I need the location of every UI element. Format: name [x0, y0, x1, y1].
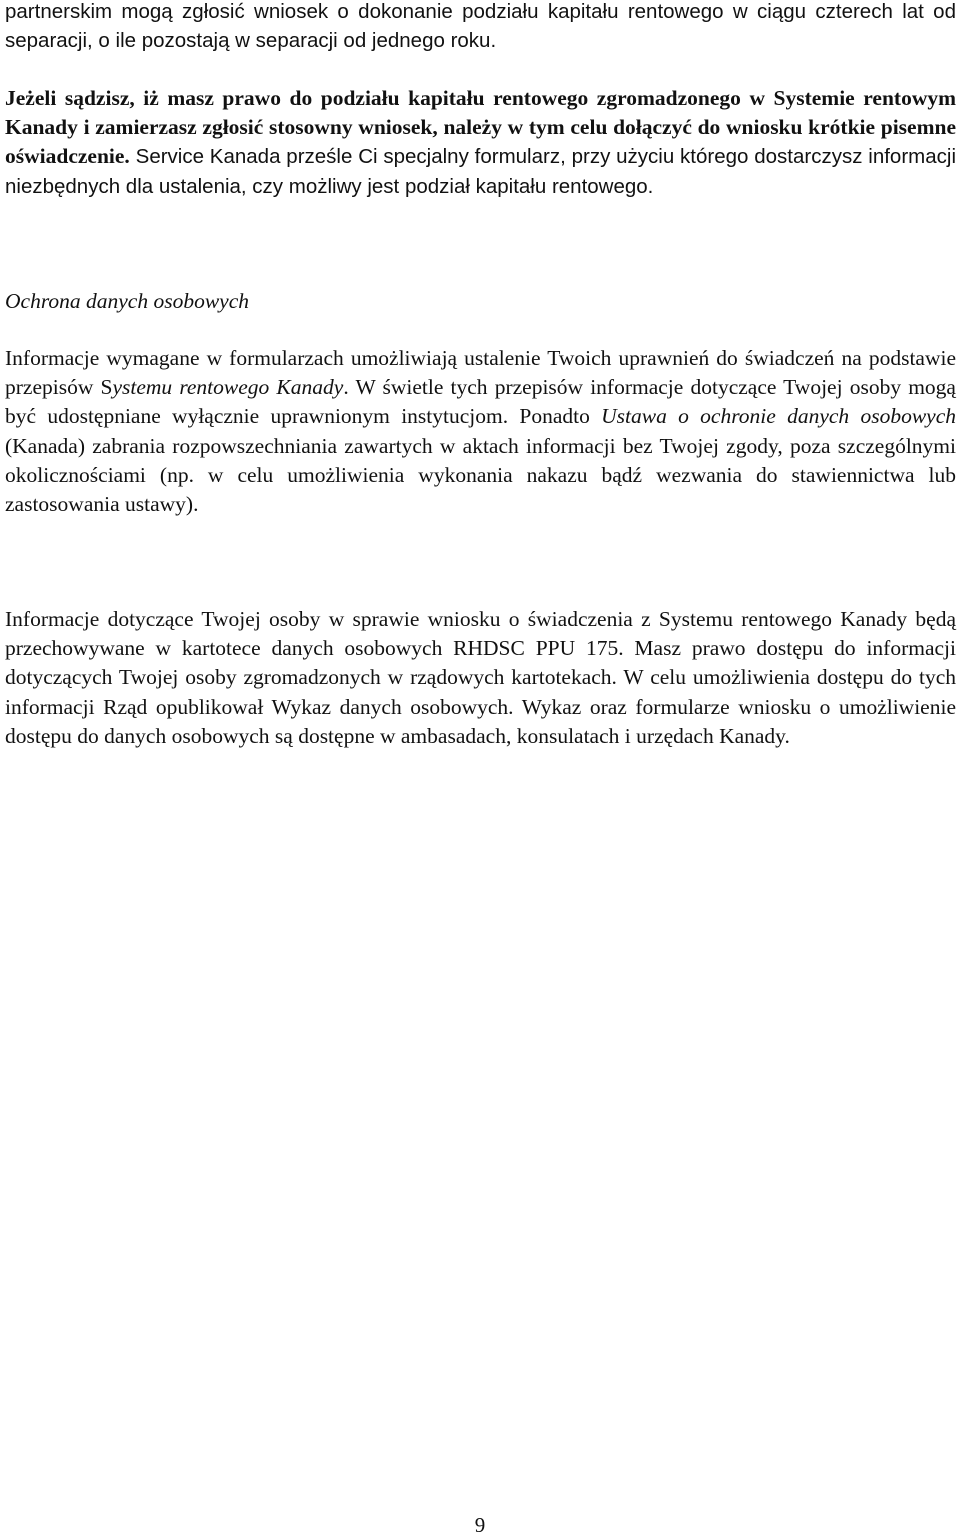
privacy-paragraph-2: Informacje dotyczące Twojej osoby w sprawie wniosku o świadczenia z Systemu rentowego Kanady będą przechowywane w kartotece danych osobowych RHDSC PPU 175. Masz prawo dostępu do informacji dotyczących Twojej osoby zgromadzonych w rządowych kartotekach. W celu umożliwienia dostępu do tych informacji Rząd opublikował Wykaz danych osobowych. Wykaz oraz formularze wniosku o umożliwienie dostępu do danych osobowych są dostępne w ambasadach, konsulatach i urzędach Kanady.: [5, 607, 956, 748]
claim-bold-text: Jeżeli sądzisz, iż masz prawo do podziału kapitału rentowego zgromadzonego w Systemie rentowym Kanady i zamierzasz zgłosić stosowny wniosek, należy w tym celu dołączyć do wniosku krótkie pisemne oświadczenie.: [5, 86, 956, 169]
privacy-text-b: . W świetle tych przepisów informacje dotyczące Twojej osoby mogą być udostępniane wyłącznie uprawnionym instytucjom. Ponadto: [5, 375, 956, 429]
claim-paragraph: [5, 84, 956, 201]
privacy-heading: Ochrona danych osobowych: [5, 289, 250, 313]
intro-paragraph: partnerskim mogą zgłosić wniosek o dokonanie podziału kapitału rentowego w ciągu czterech lat od separacji, o ile pozostają w separacji od jednego roku.: [5, 0, 956, 52]
privacy-act-name: ystemu rentowego Kanady: [112, 375, 344, 400]
privacy-law-name: Ustawa o ochronie danych osobowych: [601, 404, 956, 429]
page-number: 9: [474, 1513, 486, 1537]
privacy-paragraph-1: [5, 344, 956, 519]
privacy-text-a: Informacje wymagane w formularzach umożliwiają ustalenie Twoich uprawnień do świadczeń na podstawie przepisów S: [5, 346, 956, 400]
claim-text: Service Kanada prześle Ci specjalny formularz, przy użyciu którego dostarczysz informacji niezbędnych dla ustalenia, czy możliwy jest podział kapitału rentowego.: [5, 145, 956, 198]
privacy-text-c: (Kanada) zabrania rozpowszechniania zawartych w aktach informacji bez Twojej zgody, poza szczególnymi okolicznościami (np. w celu umożliwienia wykonania nakazu bądź wezwania do stawiennictwa lub zastosowania ustawy).: [5, 433, 956, 517]
